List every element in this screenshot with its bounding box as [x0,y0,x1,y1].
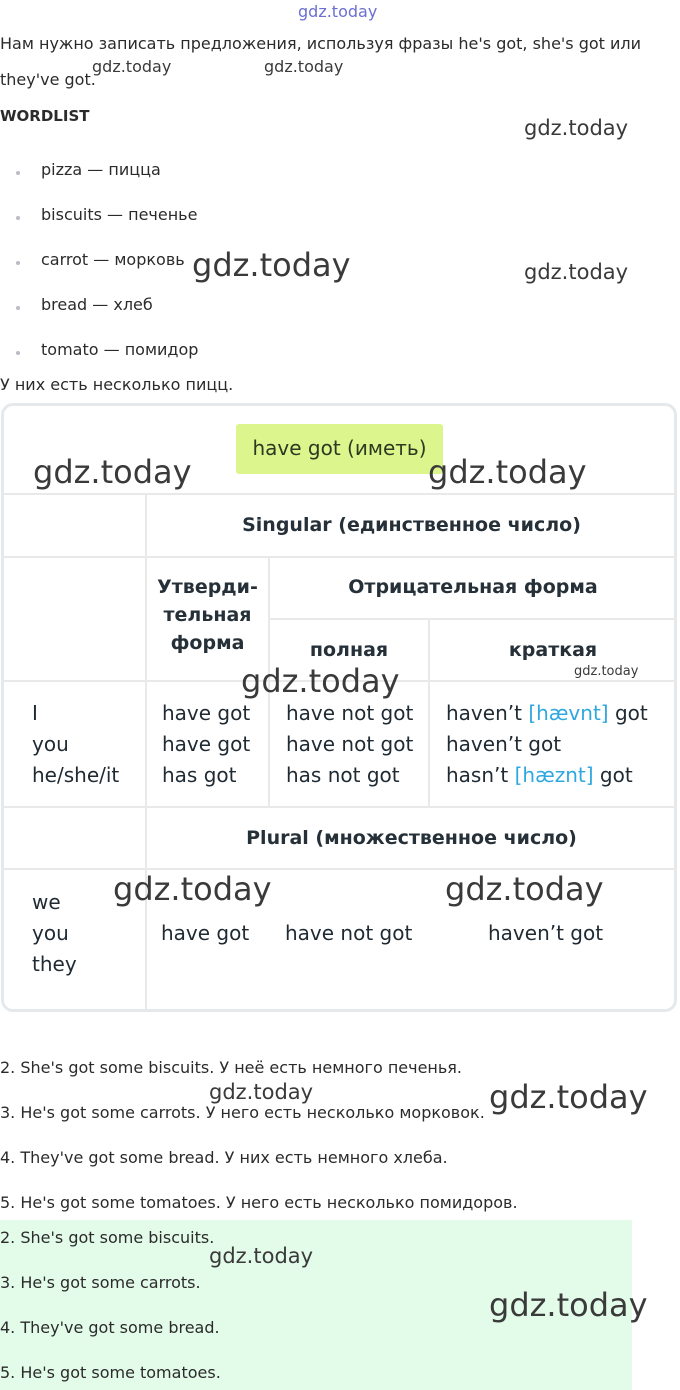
table-rule [270,618,676,620]
ipa-transcription: [hæznt] [514,763,594,787]
watermark: gdz.today [264,57,344,76]
short-form-text: got [593,763,633,787]
short-form-text: haven’t [446,701,529,725]
full-negative-cell: have not got [285,921,413,945]
pronoun-cell: we [32,890,61,914]
watermark: gdz.today [92,57,172,76]
list-item: biscuits — печенье [41,205,198,224]
table-rule [4,556,676,558]
ipa-transcription: [hævnt] [528,701,609,725]
list-item: 4. They've got some bread. [0,1318,220,1337]
pronoun-cell: you [32,732,69,756]
list-item: tomato — помидор [41,340,199,359]
affirmative-cell: have got [161,921,250,945]
bullet-icon [16,171,20,175]
list-item: pizza — пицца [41,160,161,179]
table-title: have got (иметь) [252,436,427,460]
full-negative-cell: have not got [286,732,414,756]
table-rule [145,495,147,1009]
intro-line-2: they've got. [0,70,96,89]
wordlist-title: WORDLIST [0,107,90,125]
bullet-icon [16,261,20,265]
watermark: gdz.today [33,453,192,491]
intro-line-1: Нам нужно записать предложения, используя фразы he's got, she's got или [0,34,642,53]
short-negative-cell [446,698,648,729]
full-negative-cell: have not got [286,701,414,725]
watermark: gdz.today [241,662,400,700]
table-rule [4,806,676,808]
negative-header: Отрицательная форма [348,576,598,598]
watermark: gdz.today [209,1080,314,1104]
plural-header: Plural (множественное число) [246,827,577,849]
pronoun-cell: they [32,952,77,976]
bullet-icon [16,216,20,220]
full-negative-cell: has not got [286,763,400,787]
short-form-text: hasn’t [446,763,515,787]
affirmative-header-1: Утверди- [157,576,258,598]
short-form-text: got [608,701,648,725]
affirmative-cell: has got [162,763,237,787]
list-item: 3. He's got some carrots. У него есть несколько морковок. [0,1103,485,1122]
watermark: gdz.today [524,260,629,284]
affirmative-cell: have got [162,732,251,756]
list-item: carrot — морковь [41,250,185,269]
watermark: gdz.today [574,664,639,679]
list-item: 5. He's got some tomatoes. [0,1363,221,1382]
pronoun-cell: he/she/it [32,763,120,787]
list-item: 5. He's got some tomatoes. У него есть несколько помидоров. [0,1193,518,1212]
list-item: 3. He's got some carrots. [0,1273,201,1292]
short-form-header: краткая [508,639,598,661]
list-item: bread — хлеб [41,295,153,314]
pronoun-cell: you [32,921,69,945]
affirmative-header-2: тельная [163,604,252,626]
list-item: 2. She's got some biscuits. У неё есть немного печенья. [0,1058,463,1077]
bullet-icon [16,306,20,310]
watermark: gdz.today [428,453,587,491]
watermark: gdz.today [489,1286,648,1324]
singular-header: Singular (единственное число) [242,514,581,536]
watermark: gdz.today [489,1078,648,1116]
affirmative-cell: have got [162,701,251,725]
list-item: 4. They've got some bread. У них есть немного хлеба. [0,1148,448,1167]
short-negative-cell [446,760,633,791]
affirmative-header-3: форма [170,632,245,654]
short-negative-cell [446,729,561,760]
watermark: gdz.today [209,1244,314,1268]
example-sentence: У них есть несколько пицц. [0,375,234,394]
short-form-text: haven’t got [446,732,562,756]
short-negative-cell: haven’t got [488,921,604,945]
table-rule [4,493,676,495]
bullet-icon [16,351,20,355]
list-item: 2. She's got some biscuits. [0,1228,215,1247]
watermark: gdz.today [113,870,272,908]
watermark: gdz.today [445,870,604,908]
watermark: gdz.today [192,246,351,284]
watermark-top: gdz.today [298,2,378,21]
pronoun-cell: I [32,701,38,725]
watermark: gdz.today [524,116,629,140]
full-form-header: полная [309,639,389,661]
